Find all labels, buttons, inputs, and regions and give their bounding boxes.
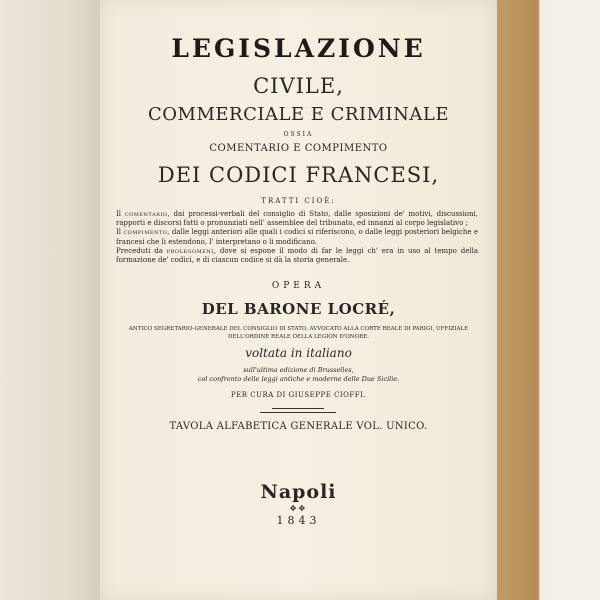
edition-note: sull'ultima edizione di Brusselles, — [243, 366, 354, 374]
divider-rule — [260, 412, 336, 413]
translation-note: voltata in italiano — [245, 346, 352, 360]
publication-place: Napoli — [260, 481, 337, 503]
author-titles: ANTICO SEGRETARIO-GENERALE DEL CONSIGLIO DI STATO, AVVOCATO ALLA CORTE REALE DI PARIGI, UFFIZIALE DELL'ORDINE REALE DELLA LEGION D'ONORE. — [128, 326, 469, 340]
editor-line: PER CURA DI GIUSEPPE CIOFFI. — [230, 391, 367, 399]
ornament-icon: ✥✥ — [289, 504, 308, 513]
publication-year: 1843 — [276, 514, 321, 527]
book-title: LEGISLAZIONE — [171, 34, 426, 63]
codici-line: DEI CODICI FRANCESI, — [157, 163, 440, 187]
ossia-text: OSSIA — [283, 131, 314, 138]
description-block — [116, 210, 478, 265]
volume-line: TAVOLA ALFABETICA GENERALE VOL. UNICO. — [169, 421, 428, 432]
opera-label: OPERA — [271, 281, 326, 291]
binding-edge — [497, 0, 600, 600]
author-name: DEL BARONE LOCRÉ, — [201, 300, 396, 318]
divider-rule — [272, 408, 324, 409]
title-page — [100, 0, 497, 600]
comentario-line: COMENTARIO E COMPIMENTO — [209, 143, 388, 154]
subtitle-civile: CIVILE, — [253, 74, 344, 98]
description-paragraph: Il comentario, dai processi-verbali del consiglio di Stato, dalle sposizioni de' motivi, discussioni, rapporti e discorsi fatti o pronunziati nell' assemblee del tribunato, ed innanzi al corpo legislativo ; — [116, 210, 478, 228]
left-page-edge — [0, 0, 100, 600]
description-paragraph: Preceduti da prolegomeni, dove si espone il modo di far le leggi ch' era in uso al tempo della formazione de' codici, e di ciascun codice si dà la storia generale. — [116, 246, 478, 265]
description-paragraph: Il compimento, dalle leggi anteriori alle quali i codici si riferiscono, o dalle leggi posteriori belgiche e francesi che li estendono, l' interpretano o li modificano. — [116, 228, 478, 246]
subtitle-commerciale: COMMERCIALE E CRIMINALE — [148, 104, 449, 125]
comparison-note: col confronto delle leggi antiche e moderne delle Due Sicilie. — [197, 375, 400, 383]
tratti-line: TRATTI CIOÈ: — [261, 197, 336, 205]
